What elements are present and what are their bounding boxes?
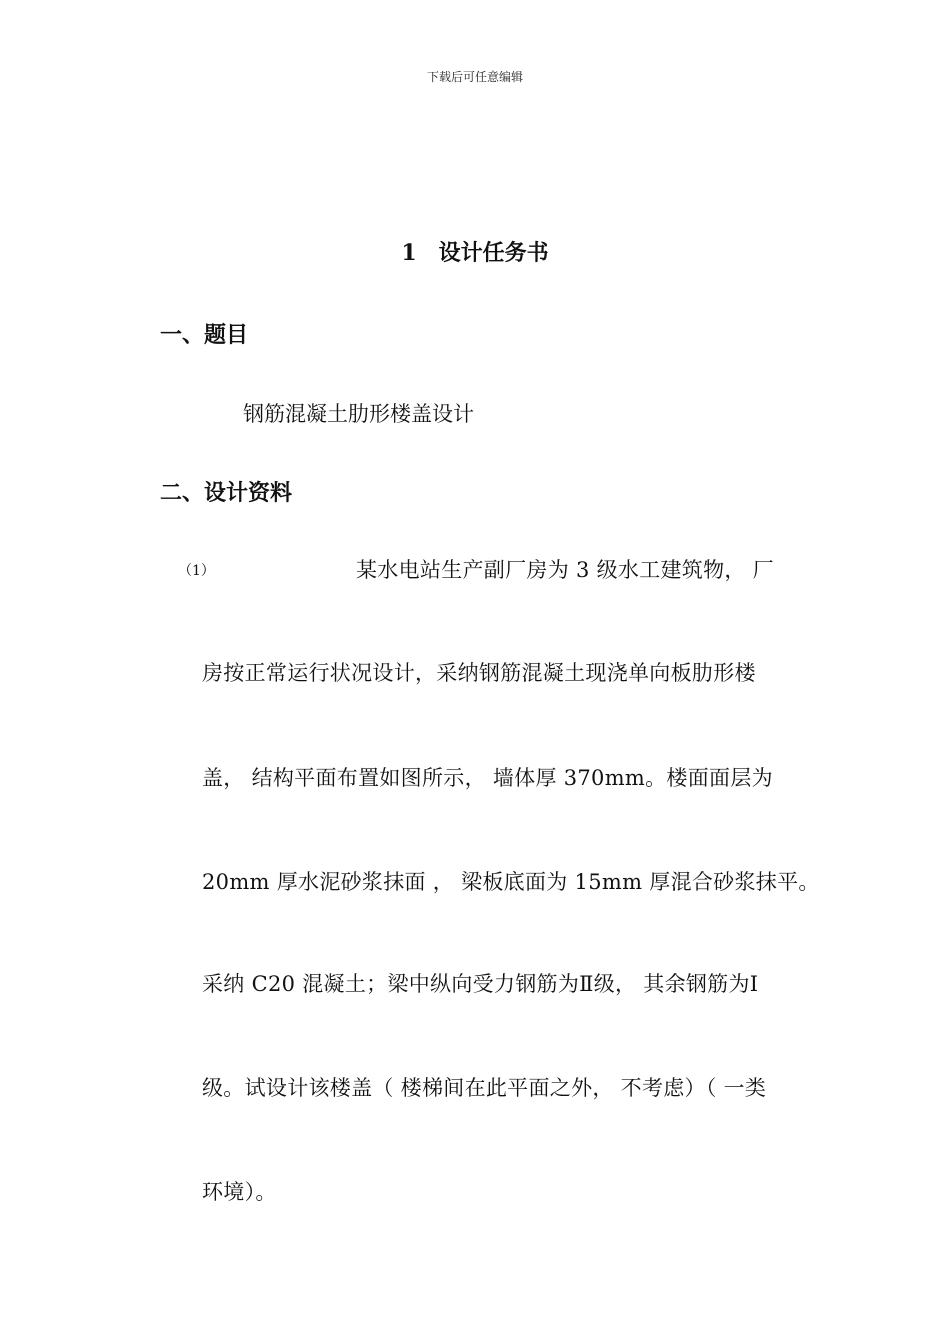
paragraph-line: 环境）。 bbox=[202, 1180, 277, 1204]
section-heading-topic: 一、题目 bbox=[160, 323, 249, 348]
paragraph-line: 房按正常运行状况设计，采纳钢筋混凝土现浇单向板肋形楼 bbox=[202, 661, 756, 685]
chapter-title-text: 设计任务书 bbox=[438, 241, 549, 266]
item-marker: （1） bbox=[178, 563, 215, 579]
paragraph-line: 某水电站生产副厂房为 3 级水工建筑物， 厂 bbox=[356, 558, 774, 582]
page-header-note: 下载后可任意编辑 bbox=[426, 70, 523, 84]
topic-text: 钢筋混凝土肋形楼盖设计 bbox=[243, 402, 474, 426]
paragraph-line: 采纳 C20 混凝土；梁中纵向受力钢筋为Ⅱ级， 其余钢筋为Ⅰ bbox=[202, 972, 759, 996]
paragraph-line: 级。试设计该楼盖（ 楼梯间在此平面之外， 不考虑）（ 一类 bbox=[202, 1076, 767, 1100]
chapter-number: 1 bbox=[401, 240, 417, 266]
paragraph-line: 盖， 结构平面布置如图所示， 墙体厚 370mm。楼面面层为 bbox=[202, 766, 773, 790]
chapter-title bbox=[0, 236, 950, 267]
paragraph-line: 20mm 厚水泥砂浆抹面 ， 梁板底面为 15mm 厚混合砂浆抹平。 bbox=[202, 870, 820, 894]
section-heading-design-data: 二、设计资料 bbox=[160, 481, 293, 506]
